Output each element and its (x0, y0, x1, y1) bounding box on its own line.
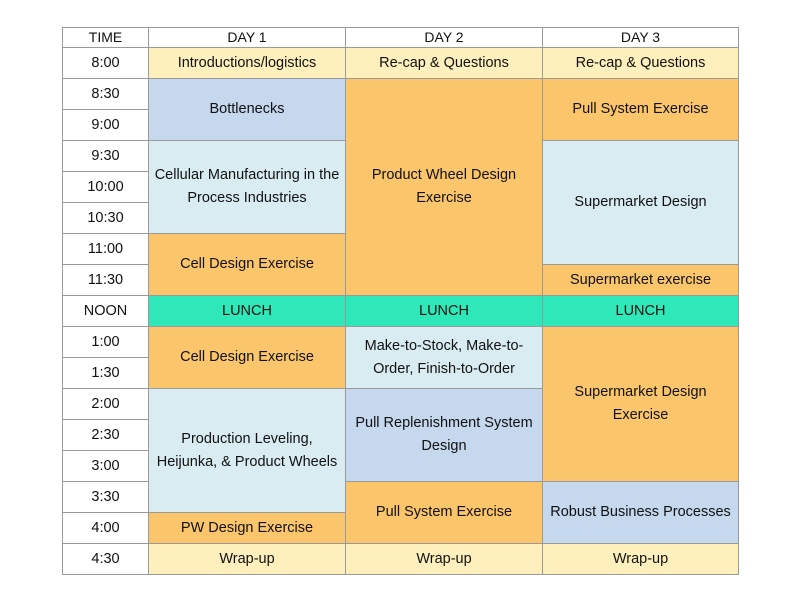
day3-supermarket-design: Supermarket Design (543, 141, 739, 265)
time-label: 2:00 (63, 389, 149, 420)
time-label: 9:00 (63, 110, 149, 141)
day1-pw-design-exercise: PW Design Exercise (149, 513, 346, 544)
time-label: 11:30 (63, 265, 149, 296)
day3-supermarket-exercise: Supermarket exercise (543, 265, 739, 296)
time-label: 11:00 (63, 234, 149, 265)
row-0430 (63, 544, 739, 575)
day2-lunch: LUNCH (346, 296, 543, 327)
day3-wrapup: Wrap-up (543, 544, 739, 575)
row-noon (63, 296, 739, 327)
day1-cell-design-pm: Cell Design Exercise (149, 327, 346, 389)
time-label: 3:00 (63, 451, 149, 482)
day2-product-wheel: Product Wheel Design Exercise (346, 79, 543, 296)
header-day3: DAY 3 (543, 28, 739, 48)
day1-lunch: LUNCH (149, 296, 346, 327)
time-label: 1:30 (63, 358, 149, 389)
header-day2: DAY 2 (346, 28, 543, 48)
day2-pull-system-exercise: Pull System Exercise (346, 482, 543, 544)
schedule-table (62, 27, 739, 575)
time-label: 1:00 (63, 327, 149, 358)
row-0830 (63, 79, 739, 110)
time-label: 2:30 (63, 420, 149, 451)
day1-production-leveling: Production Leveling, Heijunka, & Product Wheels (149, 389, 346, 513)
day1-cell-design-am: Cell Design Exercise (149, 234, 346, 296)
day3-robust-business-processes: Robust Business Processes (543, 482, 739, 544)
day1-bottlenecks: Bottlenecks (149, 79, 346, 141)
time-label: 8:00 (63, 48, 149, 79)
time-label: 4:30 (63, 544, 149, 575)
row-0800 (63, 48, 739, 79)
header-row (63, 28, 739, 48)
day3-supermarket-design-exercise: Supermarket Design Exercise (543, 327, 739, 482)
time-label: NOON (63, 296, 149, 327)
day1-wrapup: Wrap-up (149, 544, 346, 575)
time-label: 10:00 (63, 172, 149, 203)
time-label: 4:00 (63, 513, 149, 544)
day3-lunch: LUNCH (543, 296, 739, 327)
day3-pull-system-exercise: Pull System Exercise (543, 79, 739, 141)
time-label: 8:30 (63, 79, 149, 110)
time-label: 3:30 (63, 482, 149, 513)
time-label: 9:30 (63, 141, 149, 172)
day1-introductions: Introductions/logistics (149, 48, 346, 79)
day2-make-to-stock: Make-to-Stock, Make-to-Order, Finish-to-Order (346, 327, 543, 389)
day3-recap: Re-cap & Questions (543, 48, 739, 79)
day1-cellular-manufacturing: Cellular Manufacturing in the Process Industries (149, 141, 346, 234)
day2-wrapup: Wrap-up (346, 544, 543, 575)
day2-pull-replenishment: Pull Replenishment System Design (346, 389, 543, 482)
header-day1: DAY 1 (149, 28, 346, 48)
header-time: TIME (63, 28, 149, 48)
day2-recap: Re-cap & Questions (346, 48, 543, 79)
row-0100 (63, 327, 739, 358)
time-label: 10:30 (63, 203, 149, 234)
